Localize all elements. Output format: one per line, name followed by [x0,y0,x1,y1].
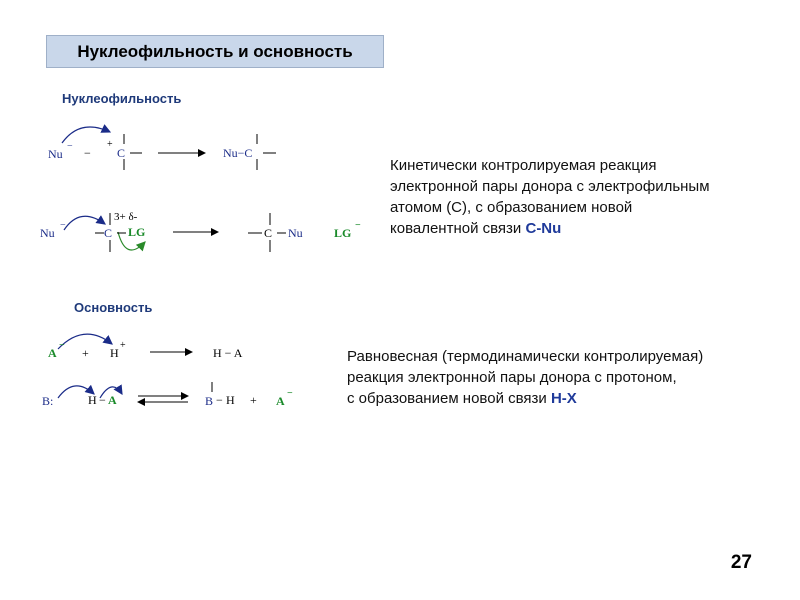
eq2-nu: Nu [40,226,55,240]
b-eq2-ha-bond: − [99,393,106,407]
b-eq1-a: A [48,346,57,360]
eq2-curved-arrow-nu [64,216,105,230]
slide-title: Нуклеофильность и основность [77,42,353,61]
nucleophilicity-description [390,155,790,239]
eq2-nu-charge: − [60,220,66,231]
b-eq1-product: H − A [213,346,243,360]
b-eq2-a: A [108,393,117,407]
b-eq1-h-charge: + [120,340,126,351]
b-eq2-prod-h: H [226,393,235,407]
b-eq2-a-out: A [276,394,285,408]
nucleophilicity-label: Нуклеофильность [62,91,182,106]
eq1-nu: Nu [48,147,63,161]
eq1-nu-charge: − [67,141,73,152]
bas-desc-line-3-text: с образованием новой связи [347,390,551,407]
eq2-partial-charges: 3+ δ- [114,211,138,223]
page-number: 27 [730,552,752,573]
eq1-plus: + [107,139,113,150]
bas-highlight: H-X [550,390,577,407]
nuc-highlight: C-Nu [525,220,562,237]
b-eq2-b: B: [42,394,54,408]
b-eq2-a-charge: − [287,388,293,399]
nuc-desc-line-1: Кинетически контролируемая реакция [390,157,657,174]
b-eq2-prod-b: B [205,394,214,408]
b-eq2-h: H [88,393,97,407]
eq1-carbon: C [117,146,126,160]
eq2-prod-nu: Nu [288,226,303,240]
eq2-prod-carbon: C [264,226,273,240]
b-eq1-plus: + [82,346,89,360]
nuc-desc-line-4-text: ковалентной связи [390,220,526,237]
bas-desc-line-2: реакция электронной пары донора с протоном, [347,369,677,386]
bas-desc-line-1: Равновесная (термодинамически контролируемая) [347,348,704,365]
basicity-description [347,346,787,409]
eq2-lg: LG [128,225,146,239]
nuc-desc-line-3: атомом (С), с образованием новой [390,199,633,216]
eq2-lg-charge: − [355,220,361,231]
eq2-lg-out: LG [334,226,352,240]
b-eq2-plus: + [250,393,257,407]
bas-desc-line-3 [347,388,787,409]
b-eq1-h: H [110,346,119,360]
b-eq2-bh-bond: − [216,393,223,407]
b-eq1-a-charge: − [59,340,65,351]
eq1-product: Nu−C [223,146,253,160]
nuc-desc-line-4 [390,218,790,239]
eq2-carbon: C [104,226,113,240]
basicity-label: Основность [74,300,153,315]
nuc-desc-line-2: электронной пары донора с электрофильным [390,178,710,195]
eq1-minus: − [84,146,91,160]
